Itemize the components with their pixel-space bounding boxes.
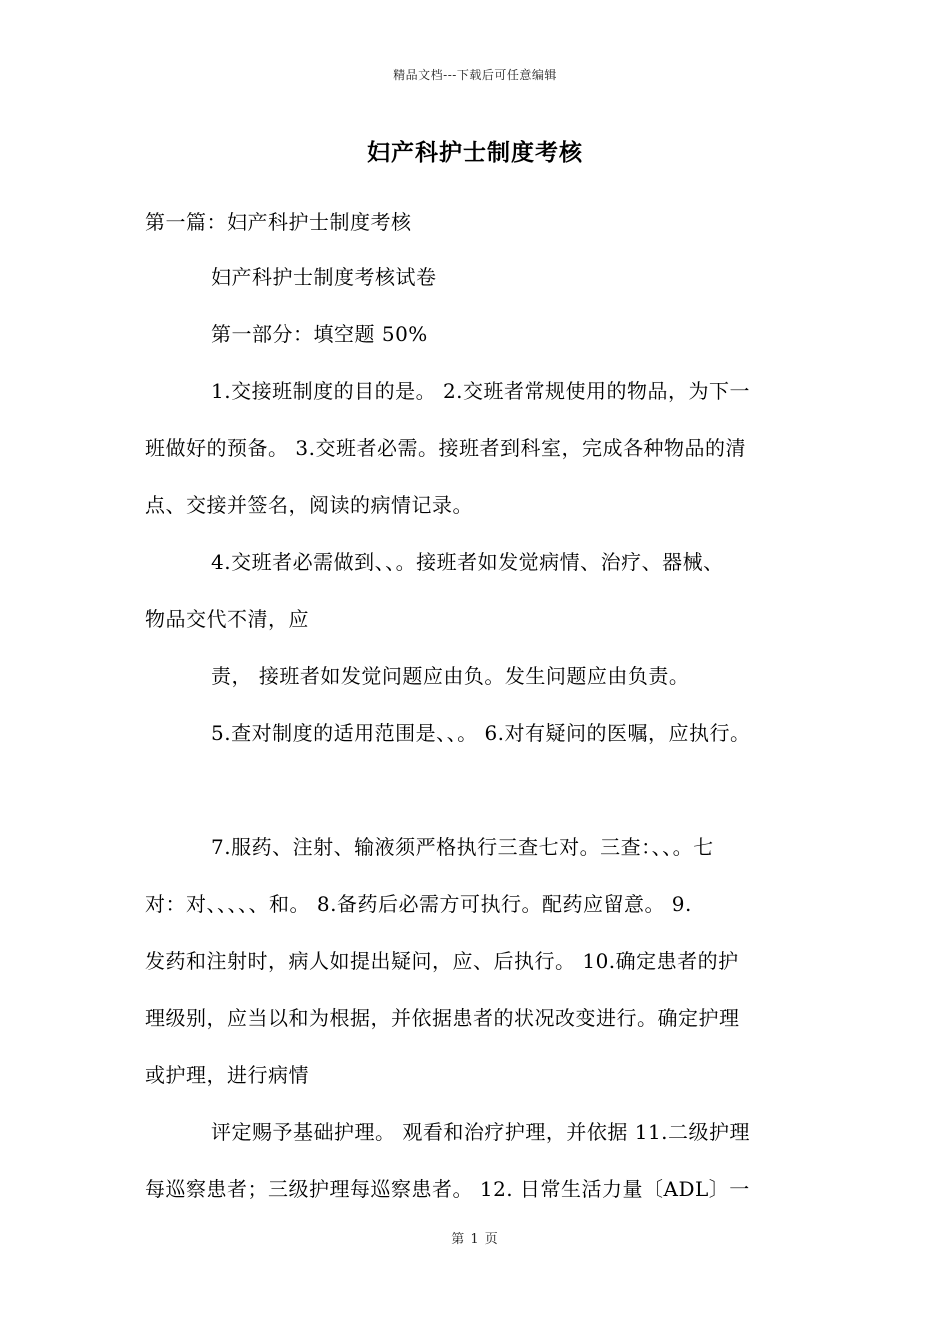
header-note: 精品文档---下载后可任意编辑 (393, 68, 557, 82)
body-line: 班做好的预备。 3.交班者必需。接班者到科室，完成各种物品的清 (145, 436, 746, 460)
body-line: 物品交代不清，应 (145, 607, 309, 631)
body-line: 评定赐予基础护理。 观看和治疗护理，并依据 11.二级护理 (211, 1120, 751, 1144)
exam-title-line: 妇产科护士制度考核试卷 (211, 265, 437, 289)
page-number: 第 1 页 (451, 1232, 499, 1247)
part-heading-line: 第一部分：填空题 50% (211, 322, 428, 346)
body-line: 责， 接班者如发觉问题应由负。发生问题应由负责。 (211, 664, 690, 688)
section-heading: 第一篇：妇产科护士制度考核 (145, 210, 412, 234)
body-line: 5.查对制度的适用范围是、、。 6.对有疑问的医嘱，应执行。 (211, 721, 751, 745)
body-line: 发药和注射时，病人如提出疑问，应、后执行。 10.确定患者的护 (145, 949, 739, 973)
body-line: 1.交接班制度的目的是。 2.交班者常规使用的物品，为下一 (211, 379, 751, 403)
body-line: 4.交班者必需做到、、。接班者如发觉病情、治疗、器械、 (211, 550, 724, 574)
body-line: 或护理，进行病情 (145, 1063, 309, 1087)
document-body (145, 249, 810, 1218)
paragraph-spacer (145, 762, 810, 819)
body-line: 点、交接并签名，阅读的病情记录。 (145, 493, 473, 517)
body-line: 对：对、、、、、和。 8.备药后必需方可执行。配药应留意。 9. (145, 892, 692, 916)
body-line: 7.服药、注射、输液须严格执行三查七对。三查：、、。七 (211, 835, 714, 859)
document-title: 妇产科护士制度考核 (367, 139, 583, 166)
body-line: 理级别，应当以和为根据，并依据患者的状况改变进行。确定护理 (145, 1006, 740, 1030)
body-line: 每巡察患者；三级护理每巡察患者。 12. 日常生活力量〔ADL〕一 (145, 1177, 750, 1201)
